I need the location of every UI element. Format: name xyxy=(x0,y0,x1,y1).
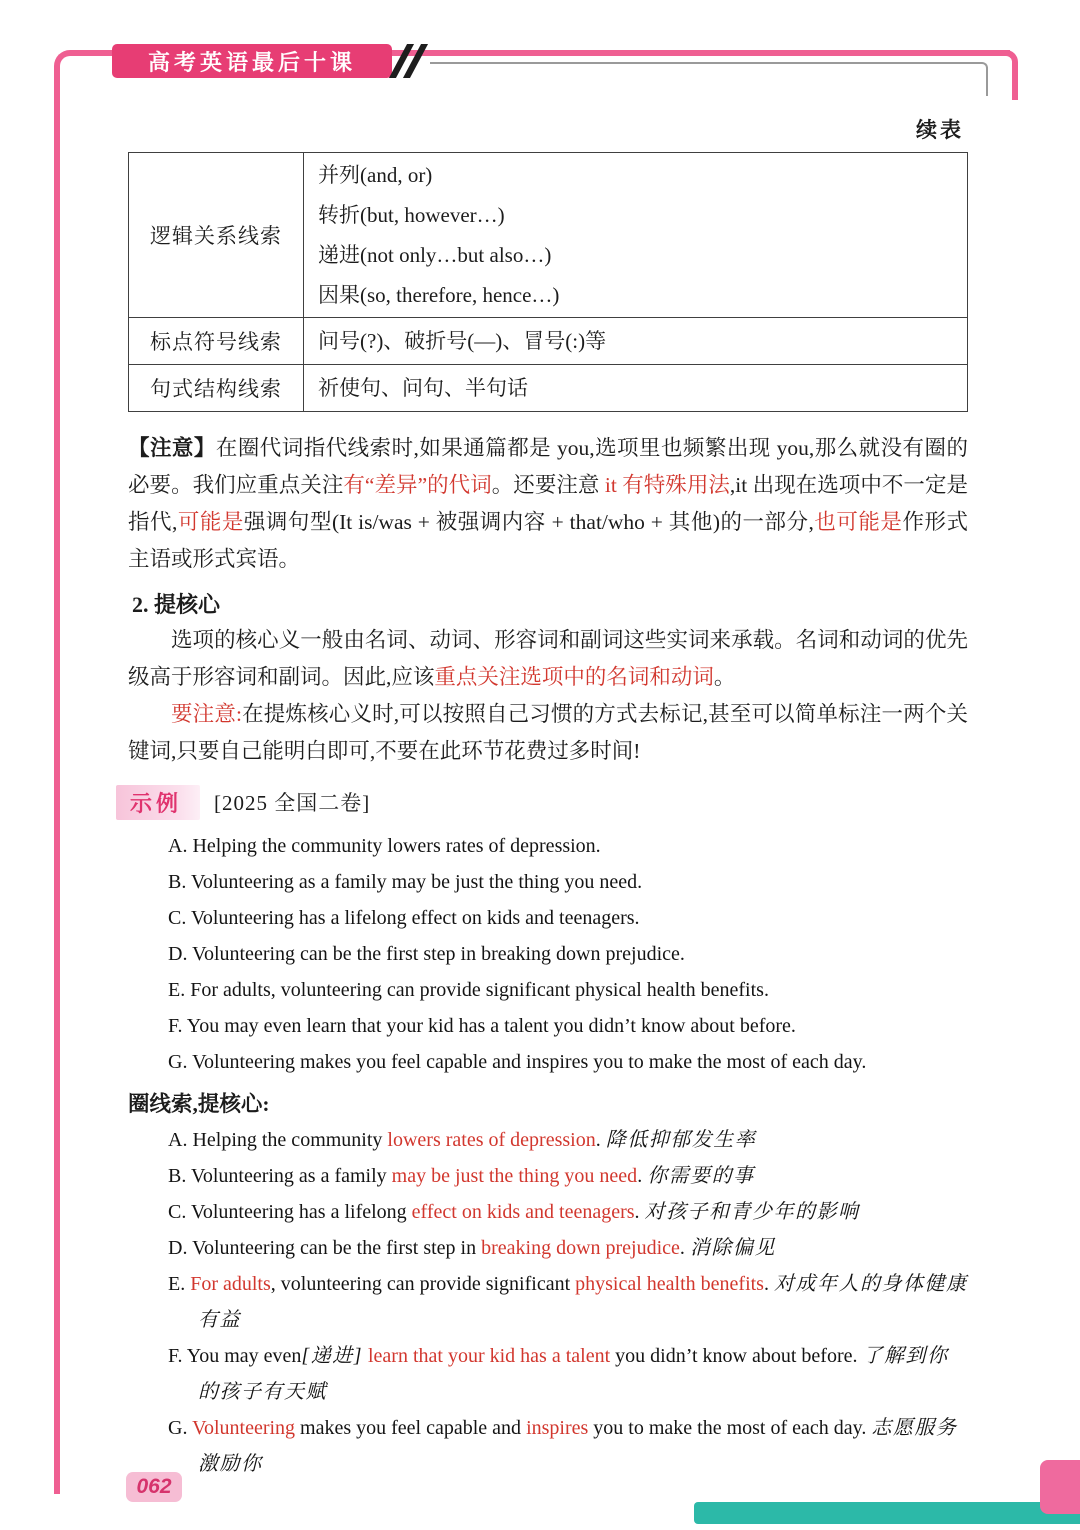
text-segment-normal: F. You may even xyxy=(168,1345,302,1367)
text-segment-normal: 选项的核心义一般由名词、动词、形容词和副词这些实词来承载。名词和动词的优先级高于形容词和副词。因此,应该 xyxy=(128,628,968,689)
text-segment-normal: 在圈代词指代线索时,如果通篇都是 you,选项里也频繁出现 you,那么就没有圈的必要。我们应重点关注 xyxy=(128,436,968,497)
clue-line: 递进(not only…but also…) xyxy=(318,243,552,267)
text-segment-normal: . xyxy=(679,1237,690,1259)
options-list xyxy=(128,828,968,1080)
text-segment-normal: A. Helping the community xyxy=(168,1129,388,1151)
clue-line: 并列(and, or) xyxy=(318,163,433,187)
text-segment-red: 有“差异”的代词 xyxy=(343,473,492,497)
text-segment-red: breaking down prejudice xyxy=(481,1237,680,1259)
option-g: G. Volunteering makes you feel capable and inspires you to make the most of each day. xyxy=(168,1051,867,1073)
text-segment-red: it 有特殊用法 xyxy=(604,473,730,497)
text-segment-hand: 了解到你的孩子有天赋 xyxy=(198,1345,949,1403)
text-segment-red: Volunteering xyxy=(192,1417,296,1439)
option-b: B. Volunteering as a family may be just the thing you need. xyxy=(168,871,643,893)
clue-table-row-punctuation xyxy=(129,318,968,365)
header-banner-title: 高考英语最后十课 xyxy=(147,49,356,75)
text-segment-red: lowers rates of depression xyxy=(387,1129,596,1151)
analysis-item-a xyxy=(168,1122,968,1158)
clue-line: 转折(but, however…) xyxy=(318,203,505,227)
text-segment-normal: G. xyxy=(168,1417,193,1439)
text-segment-red: 要注意: xyxy=(171,702,242,726)
text-segment-normal: B. Volunteering as a family xyxy=(168,1165,392,1187)
analysis-item-c xyxy=(168,1194,968,1230)
text-segment-hand: 消除偏见 xyxy=(689,1237,776,1259)
example-label: 示例 xyxy=(116,785,200,820)
text-segment-normal: . xyxy=(595,1129,606,1151)
header-banner xyxy=(112,44,392,78)
text-segment-normal: E. xyxy=(168,1273,191,1295)
text-segment-normal: . xyxy=(763,1273,774,1295)
bottom-teal-bar xyxy=(694,1502,1080,1524)
row-label: 标点符号线索 xyxy=(129,318,304,365)
continued-table-label: 续表 xyxy=(916,118,964,142)
text-segment-normal: makes you feel capable and xyxy=(295,1417,527,1439)
note-paragraph xyxy=(128,430,968,578)
section-heading: 2. 提核心 xyxy=(132,592,221,617)
text-segment-bold: 【注意】 xyxy=(128,436,216,460)
text-segment-hand: 对成年人的身体健康有益 xyxy=(198,1273,968,1331)
analysis-item-b xyxy=(168,1158,968,1194)
text-segment-normal: ,it 出现在选项中不一定是指代, xyxy=(128,473,968,534)
row-label: 逻辑关系线索 xyxy=(129,153,304,318)
clue-table-row-logic xyxy=(129,153,968,318)
text-segment-red: inspires xyxy=(526,1417,589,1439)
text-segment-red: 重点关注选项中的名词和动词 xyxy=(434,665,714,689)
text-segment-normal: . xyxy=(634,1201,645,1223)
text-segment-normal: D. Volunteering can be the first step in xyxy=(168,1237,482,1259)
text-segment-hand: 降低抑郁发生率 xyxy=(605,1129,757,1151)
text-segment-red: effect on kids and teenagers xyxy=(411,1201,635,1223)
analysis-item-d xyxy=(168,1230,968,1266)
row-content xyxy=(304,318,968,365)
analysis-item-e xyxy=(168,1266,968,1338)
core-paragraph-1 xyxy=(128,622,968,696)
clue-line: 祈使句、问句、半句话 xyxy=(318,376,528,400)
page-number-badge xyxy=(126,1472,182,1502)
analysis-item-f xyxy=(168,1338,968,1410)
row-content xyxy=(304,365,968,412)
text-segment-red: For adults xyxy=(190,1273,271,1295)
text-segment-red: may be just the thing you need xyxy=(391,1165,638,1187)
option-e: E. For adults, volunteering can provide significant physical health benefits. xyxy=(168,979,769,1001)
text-segment-normal: 作形式主语或形式宾语。 xyxy=(128,510,968,571)
page-content xyxy=(128,152,968,1482)
text-segment-normal: 。 xyxy=(713,665,736,689)
text-segment-hand: 志愿服务激励你 xyxy=(198,1417,958,1475)
text-segment-red: learn that your kid has a talent xyxy=(368,1345,611,1367)
row-content xyxy=(304,153,968,318)
clue-line: 因果(so, therefore, hence…) xyxy=(318,283,560,307)
option-f: F. You may even learn that your kid has a talent you didn’t know about before. xyxy=(168,1015,796,1037)
text-segment-red: 也可能是 xyxy=(813,510,903,534)
page-frame-corner xyxy=(998,50,1018,100)
clue-table-row-sentence xyxy=(129,365,968,412)
text-segment-normal: you didn’t know about before. xyxy=(610,1345,863,1367)
bottom-pink-bar xyxy=(1040,1460,1080,1514)
clue-line: 问号(?)、破折号(—)、冒号(:)等 xyxy=(318,329,607,353)
analysis-item-g xyxy=(168,1410,968,1482)
core-paragraph-2 xyxy=(128,696,968,770)
option-d: D. Volunteering can be the first step in breaking down prejudice. xyxy=(168,943,685,965)
example-header xyxy=(116,784,968,820)
text-segment-red: physical health benefits xyxy=(575,1273,764,1295)
clue-table xyxy=(128,152,968,412)
text-segment-normal: , volunteering can provide significant xyxy=(270,1273,576,1295)
page-number: 062 xyxy=(136,1475,172,1498)
text-segment-hand: 你需要的事 xyxy=(647,1165,755,1187)
text-segment-normal: you to make the most of each day. xyxy=(588,1417,872,1439)
option-c: C. Volunteering has a lifelong effect on kids and teenagers. xyxy=(168,907,640,929)
text-segment-hand: 对孩子和青少年的影响 xyxy=(644,1201,860,1223)
text-segment-normal: 强调句型(It is/was + 被强调内容 + that/who + 其他)的一部分, xyxy=(243,510,814,534)
example-source: [2025 全国二卷] xyxy=(214,791,371,815)
text-segment-normal: . xyxy=(637,1165,648,1187)
text-segment-hand: [递进] xyxy=(301,1345,363,1367)
text-segment-normal: 。还要注意 xyxy=(491,473,605,497)
text-segment-red: 可能是 xyxy=(177,510,244,534)
text-segment-normal: C. Volunteering has a lifelong xyxy=(168,1201,412,1223)
analysis-list xyxy=(128,1122,968,1482)
analysis-heading: 圈线索,提核心: xyxy=(128,1092,270,1116)
header-rule-line xyxy=(430,62,988,96)
row-label: 句式结构线索 xyxy=(129,365,304,412)
text-segment-normal: 在提炼核心义时,可以按照自己习惯的方式去标记,甚至可以简单标注一两个关键词,只要自己能明白即可,不要在此环节花费过多时间! xyxy=(128,702,968,763)
option-a: A. Helping the community lowers rates of depression. xyxy=(168,835,601,857)
